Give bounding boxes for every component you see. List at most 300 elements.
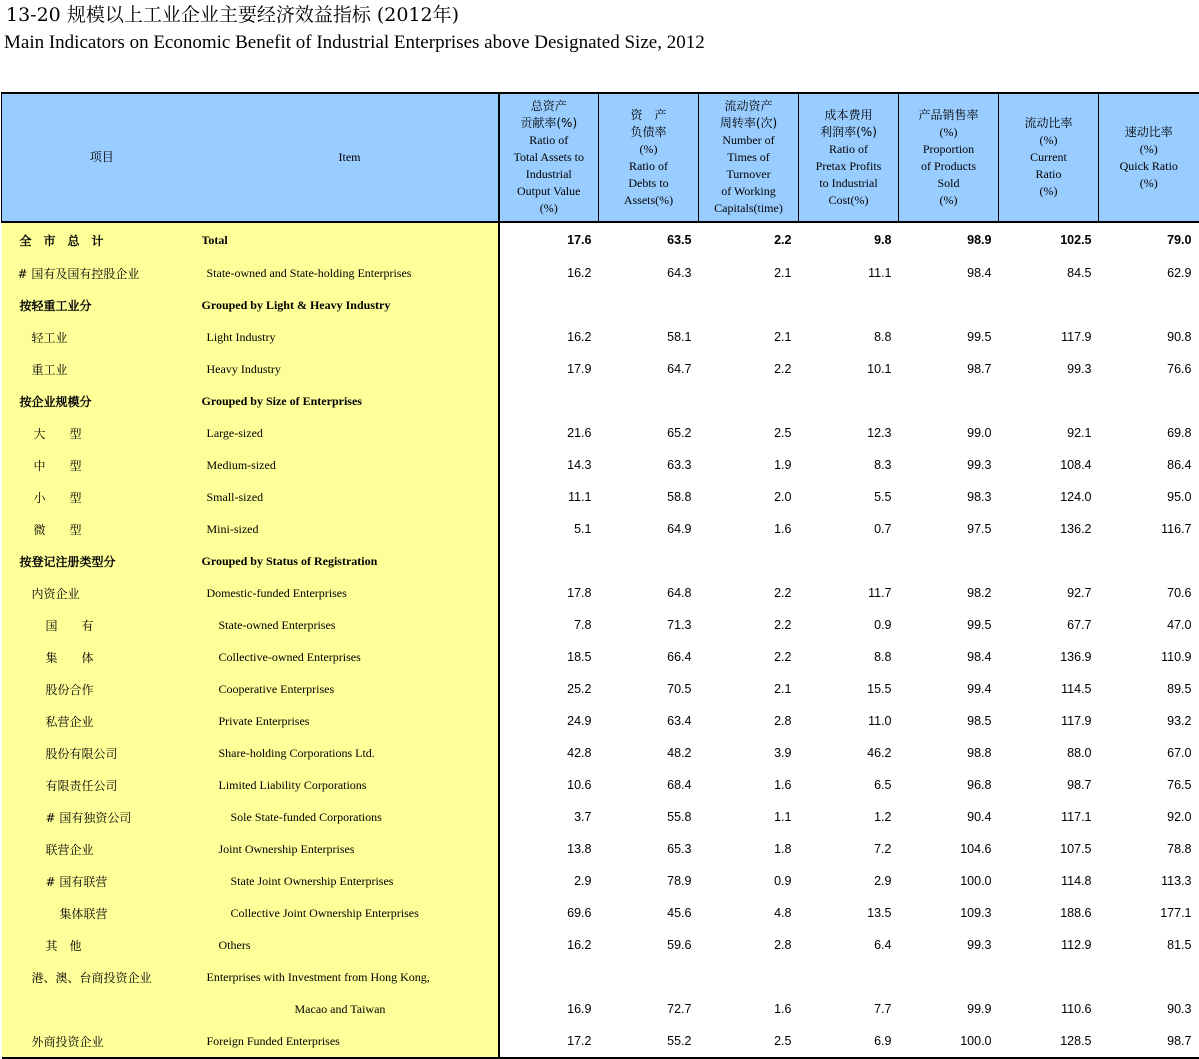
header-line: Ratio of (629, 158, 668, 173)
value-cell: 45.6 (667, 906, 692, 920)
header-line: Industrial (525, 167, 572, 181)
value-cell: 15.5 (867, 682, 892, 696)
value-cell: 96.8 (967, 778, 992, 792)
value-cell (699, 289, 799, 321)
value-cell: 63.5 (667, 233, 692, 247)
value-cell: 99.5 (967, 618, 992, 632)
header-line: Capitals(time) (714, 201, 783, 215)
value-cell (499, 545, 599, 577)
value-cell: 136.2 (1060, 522, 1092, 536)
value-cell: 90.3 (1167, 1002, 1192, 1016)
value-cell: 2.1 (774, 266, 792, 280)
value-cell: 13.8 (567, 842, 592, 856)
value-cell: 6.4 (874, 938, 892, 952)
value-cell (599, 961, 699, 993)
header-line: (%) (939, 192, 958, 207)
header-line: Pretax Profits (815, 158, 882, 173)
value-cell: 98.4 (967, 266, 992, 280)
value-cell (799, 289, 899, 321)
value-cell: 16.2 (567, 330, 592, 344)
value-cell: 76.5 (1167, 778, 1192, 792)
header-col-7 (1099, 93, 1199, 222)
table-row (2, 222, 1199, 257)
header-line: 流动比率 (1024, 116, 1073, 130)
value-cell: 98.5 (967, 714, 992, 728)
table-row (2, 929, 1199, 961)
table-row (2, 449, 1199, 481)
value-cell: 59.6 (667, 938, 692, 952)
value-cell: 64.3 (667, 266, 692, 280)
row-label-cn: 内资企业 (2, 577, 202, 609)
value-cell (899, 545, 999, 577)
row-label-en: Medium-sized (202, 449, 499, 481)
header-line: Cost(%) (828, 192, 869, 207)
table-row (2, 1025, 1199, 1058)
value-cell: 2.8 (774, 714, 792, 728)
row-label-cn: 集 体 (2, 641, 202, 673)
table-row (2, 833, 1199, 865)
value-cell: 1.8 (774, 842, 792, 856)
row-label-cn: 微 型 (2, 513, 202, 545)
value-cell: 16.9 (567, 1002, 592, 1016)
row-label-cn: # 国有联营 (2, 865, 202, 897)
value-cell: 1.6 (774, 522, 792, 536)
row-label-en: Collective Joint Ownership Enterprises (202, 897, 499, 929)
row-label-cn: 轻工业 (2, 321, 202, 353)
table-row (2, 385, 1199, 417)
value-cell: 2.2 (774, 650, 792, 664)
table-row (2, 417, 1199, 449)
value-cell: 72.7 (667, 1002, 692, 1016)
value-cell: 90.4 (967, 810, 992, 824)
value-cell: 107.5 (1060, 842, 1092, 856)
header-line: Ratio (1035, 167, 1062, 181)
value-cell: 24.9 (567, 714, 592, 728)
value-cell: 11.1 (568, 490, 592, 504)
value-cell (699, 545, 799, 577)
value-cell: 21.6 (567, 426, 592, 440)
value-cell (599, 289, 699, 321)
value-cell: 10.6 (567, 778, 592, 792)
value-cell: 100.0 (960, 874, 992, 888)
row-label-cn: 联营企业 (2, 833, 202, 865)
row-label-cn: 股份合作 (2, 673, 202, 705)
header-col-4 (799, 93, 899, 222)
header-line: (%) (1039, 133, 1058, 147)
value-cell (599, 545, 699, 577)
value-cell: 62.9 (1167, 266, 1192, 280)
row-label-en: Grouped by Light & Heavy Industry (202, 289, 499, 321)
table-row (2, 257, 1199, 289)
row-label-en: Collective-owned Enterprises (202, 641, 499, 673)
value-cell: 108.4 (1060, 458, 1092, 472)
header-line: (%) (939, 124, 958, 139)
value-cell: 68.4 (667, 778, 692, 792)
value-cell: 98.3 (967, 490, 992, 504)
value-cell (999, 289, 1099, 321)
row-label-en: Total (202, 222, 499, 257)
value-cell: 2.2 (774, 362, 792, 376)
value-cell: 117.9 (1061, 714, 1092, 728)
header-item-en: Item (202, 93, 499, 222)
value-cell: 13.5 (867, 906, 892, 920)
value-cell: 117.9 (1061, 330, 1092, 344)
value-cell: 99.5 (967, 330, 992, 344)
value-cell (1099, 545, 1199, 577)
value-cell (499, 385, 599, 417)
value-cell: 55.8 (667, 810, 692, 824)
value-cell (999, 385, 1099, 417)
value-cell: 70.5 (667, 682, 692, 696)
value-cell: 95.0 (1167, 490, 1192, 504)
row-label-cn: 按轻重工业分 (2, 289, 202, 321)
header-col-3 (699, 93, 799, 222)
value-cell: 98.2 (967, 586, 992, 600)
table-row (2, 769, 1199, 801)
row-label-en: Light Industry (202, 321, 499, 353)
value-cell: 4.8 (774, 906, 792, 920)
table-header-row (2, 93, 1199, 222)
header-line: Proportion (922, 141, 975, 156)
header-line: 利润率(%) (820, 124, 877, 139)
value-cell: 2.5 (699, 1025, 799, 1058)
value-cell: 70.6 (1167, 586, 1192, 600)
header-line: Ratio of (829, 141, 868, 156)
page-title-english: Main Indicators on Economic Benefit of Industrial Enterprises above Designated Size, 2012 (4, 32, 705, 53)
value-cell: 17.6 (567, 233, 592, 247)
header-line: Total Assets to (513, 150, 584, 164)
header-line: 资 产 (630, 107, 667, 122)
header-line: of Working (721, 184, 776, 198)
value-cell: 114.5 (1061, 682, 1092, 696)
value-cell (599, 385, 699, 417)
value-cell: 2.1 (774, 330, 792, 344)
table-row (2, 321, 1199, 353)
page-title-chinese: 13-20 规模以上工业企业主要经济效益指标 (2012年) (6, 4, 460, 26)
table-row (2, 353, 1199, 385)
value-cell: 64.8 (667, 586, 692, 600)
value-cell: 66.4 (667, 650, 692, 664)
value-cell: 89.5 (1167, 682, 1192, 696)
value-cell: 17.2 (499, 1025, 599, 1058)
table-row (2, 865, 1199, 897)
value-cell: 99.4 (967, 682, 992, 696)
table-row (2, 481, 1199, 513)
value-cell: 2.0 (774, 490, 792, 504)
value-cell (999, 545, 1099, 577)
value-cell: 90.8 (1167, 330, 1192, 344)
row-label-cn (2, 993, 202, 1025)
value-cell: 110.9 (1161, 650, 1192, 664)
value-cell: 98.9 (967, 233, 992, 247)
header-col-5 (899, 93, 999, 222)
value-cell: 114.8 (1061, 874, 1092, 888)
table-row (2, 609, 1199, 641)
table-row (2, 289, 1199, 321)
value-cell: 14.3 (567, 458, 592, 472)
value-cell: 2.8 (774, 938, 792, 952)
value-cell: 99.3 (967, 938, 992, 952)
header-line: 负债率 (630, 124, 667, 139)
table-row (2, 513, 1199, 545)
value-cell: 18.5 (567, 650, 592, 664)
value-cell: 128.5 (999, 1025, 1099, 1058)
row-label-en: Private Enterprises (202, 705, 499, 737)
value-cell (699, 385, 799, 417)
header-line: (%) (1139, 141, 1158, 156)
value-cell: 1.6 (774, 778, 792, 792)
value-cell: 48.2 (667, 746, 692, 760)
value-cell: 1.9 (774, 458, 792, 472)
value-cell: 11.0 (868, 714, 892, 728)
value-cell: 124.0 (1060, 490, 1092, 504)
value-cell (799, 545, 899, 577)
row-label-cn: 国 有 (2, 609, 202, 641)
indicators-table (1, 92, 1199, 1059)
row-label-cn: 港、澳、台商投资企业 (2, 961, 202, 993)
header-line: (%) (639, 141, 658, 156)
value-cell: 93.2 (1167, 714, 1192, 728)
row-label-cn: 集体联营 (2, 897, 202, 929)
value-cell (899, 961, 999, 993)
value-cell: 8.8 (874, 330, 892, 344)
value-cell: 113.3 (1161, 874, 1192, 888)
value-cell: 6.9 (799, 1025, 899, 1058)
value-cell: 65.3 (667, 842, 692, 856)
value-cell: 188.6 (1060, 906, 1092, 920)
value-cell: 2.2 (774, 618, 792, 632)
row-label-en: Joint Ownership Enterprises (202, 833, 499, 865)
header-item-cn: 项目 (2, 93, 202, 222)
header-line: Quick Ratio (1119, 158, 1178, 173)
value-cell: 5.5 (874, 490, 892, 504)
table-row (2, 577, 1199, 609)
value-cell: 10.1 (867, 362, 892, 376)
header-line: Sold (937, 175, 960, 190)
row-label-en: Foreign Funded Enterprises (202, 1025, 499, 1058)
table-row (2, 993, 1199, 1025)
header-line: Current (1030, 150, 1067, 164)
value-cell: 92.1 (1067, 426, 1092, 440)
value-cell (499, 289, 599, 321)
value-cell: 64.7 (667, 362, 692, 376)
value-cell: 69.6 (567, 906, 592, 920)
value-cell: 92.7 (1067, 586, 1092, 600)
value-cell: 47.0 (1167, 618, 1192, 632)
value-cell: 177.1 (1160, 906, 1192, 920)
header-line: Assets(%) (623, 192, 674, 207)
value-cell: 69.8 (1167, 426, 1192, 440)
row-label-en: State-owned Enterprises (202, 609, 499, 641)
row-label-cn: 大 型 (2, 417, 202, 449)
value-cell: 78.8 (1167, 842, 1192, 856)
row-label-en: Others (202, 929, 499, 961)
table-body (2, 222, 1199, 1058)
row-label-cn: 中 型 (2, 449, 202, 481)
value-cell: 42.8 (567, 746, 592, 760)
value-cell (1099, 385, 1199, 417)
value-cell: 64.9 (667, 522, 692, 536)
row-label-cn: 股份有限公司 (2, 737, 202, 769)
value-cell (799, 385, 899, 417)
value-cell: 2.9 (574, 874, 592, 888)
header-line: Turnover (726, 167, 771, 181)
value-cell: 2.1 (774, 682, 792, 696)
row-label-cn: 其 他 (2, 929, 202, 961)
header-line: 流动资产 (724, 99, 773, 113)
row-label-en: State Joint Ownership Enterprises (202, 865, 499, 897)
value-cell: 8.8 (874, 650, 892, 664)
row-label-cn: # 国有及国有控股企业 (2, 257, 202, 289)
value-cell: 110.6 (1061, 1002, 1092, 1016)
row-label-en: Macao and Taiwan (202, 993, 499, 1025)
header-line: of Products (921, 158, 976, 173)
value-cell: 136.9 (1060, 650, 1092, 664)
table-row (2, 961, 1199, 993)
row-label-en: Grouped by Status of Registration (202, 545, 499, 577)
value-cell: 63.3 (667, 458, 692, 472)
header-line: Ratio of (529, 133, 569, 147)
value-cell (499, 961, 599, 993)
value-cell: 84.5 (1067, 266, 1092, 280)
value-cell (699, 961, 799, 993)
row-label-cn: 外商投资企业 (2, 1025, 202, 1058)
header-line: (%) (1139, 175, 1158, 190)
value-cell: 0.9 (774, 874, 792, 888)
value-cell: 7.7 (874, 1002, 892, 1016)
value-cell: 6.5 (874, 778, 892, 792)
value-cell: 2.5 (774, 426, 792, 440)
row-label-cn: # 国有独资公司 (2, 801, 202, 833)
value-cell: 0.9 (874, 618, 892, 632)
value-cell: 99.3 (967, 458, 992, 472)
value-cell: 76.6 (1167, 362, 1192, 376)
value-cell (899, 385, 999, 417)
value-cell: 58.8 (667, 490, 692, 504)
value-cell: 2.2 (774, 233, 792, 247)
value-cell: 2.9 (874, 874, 892, 888)
row-label-cn: 有限责任公司 (2, 769, 202, 801)
value-cell: 1.1 (774, 810, 792, 824)
header-col-1 (499, 93, 599, 222)
row-label-en: Limited Liability Corporations (202, 769, 499, 801)
row-label-en: Grouped by Size of Enterprises (202, 385, 499, 417)
value-cell (1099, 961, 1199, 993)
table-row (2, 673, 1199, 705)
value-cell: 2.2 (774, 586, 792, 600)
table-row (2, 545, 1199, 577)
header-line: 产品销售率 (918, 107, 979, 122)
value-cell: 0.7 (874, 522, 892, 536)
row-label-cn: 小 型 (2, 481, 202, 513)
value-cell: 8.3 (874, 458, 892, 472)
value-cell: 78.9 (667, 874, 692, 888)
table-row (2, 737, 1199, 769)
value-cell: 58.1 (667, 330, 692, 344)
header-line: 总资产 (530, 99, 567, 113)
value-cell: 86.4 (1167, 458, 1192, 472)
table-row (2, 897, 1199, 929)
value-cell: 12.3 (867, 426, 892, 440)
table-row (2, 801, 1199, 833)
row-label-cn: 私营企业 (2, 705, 202, 737)
value-cell: 25.2 (567, 682, 592, 696)
value-cell: 1.2 (874, 810, 892, 824)
row-label-en: Small-sized (202, 481, 499, 513)
value-cell: 98.8 (967, 746, 992, 760)
value-cell (1099, 289, 1199, 321)
value-cell: 112.9 (1061, 938, 1092, 952)
value-cell: 63.4 (667, 714, 692, 728)
row-label-cn: 重工业 (2, 353, 202, 385)
row-label-en: Heavy Industry (202, 353, 499, 385)
header-line: 成本费用 (824, 107, 873, 122)
row-label-cn: 按登记注册类型分 (2, 545, 202, 577)
value-cell: 98.7 (967, 362, 992, 376)
value-cell: 116.7 (1161, 522, 1192, 536)
row-label-en: Cooperative Enterprises (202, 673, 499, 705)
value-cell: 100.0 (899, 1025, 999, 1058)
header-col-6 (999, 93, 1099, 222)
row-label-en: Domestic-funded Enterprises (202, 577, 499, 609)
value-cell: 97.5 (967, 522, 992, 536)
value-cell: 46.2 (867, 746, 892, 760)
header-line: Times of (727, 150, 770, 164)
value-cell (899, 289, 999, 321)
value-cell: 92.0 (1167, 810, 1192, 824)
value-cell: 81.5 (1167, 938, 1192, 952)
row-label-en: Large-sized (202, 417, 499, 449)
value-cell: 16.2 (567, 266, 592, 280)
value-cell: 7.2 (874, 842, 892, 856)
value-cell: 11.1 (868, 266, 892, 280)
value-cell: 67.0 (1167, 746, 1192, 760)
row-label-en: Enterprises with Investment from Hong Kong, (202, 961, 499, 993)
table-row (2, 705, 1199, 737)
value-cell: 117.1 (1061, 810, 1092, 824)
value-cell: 11.7 (868, 586, 892, 600)
header-col-2 (599, 93, 699, 222)
value-cell: 3.7 (574, 810, 592, 824)
value-cell (799, 961, 899, 993)
value-cell: 5.1 (574, 522, 592, 536)
value-cell: 16.2 (567, 938, 592, 952)
value-cell: 7.8 (574, 618, 592, 632)
row-label-en: Mini-sized (202, 513, 499, 545)
value-cell: 55.2 (599, 1025, 699, 1058)
row-label-en: Sole State-funded Corporations (202, 801, 499, 833)
value-cell: 67.7 (1067, 618, 1092, 632)
value-cell: 98.7 (1067, 778, 1092, 792)
value-cell: 102.5 (1060, 233, 1092, 247)
value-cell: 99.9 (967, 1002, 992, 1016)
row-label-en: State-owned and State-holding Enterprises (202, 257, 499, 289)
value-cell: 79.0 (1167, 233, 1192, 247)
header-line: 周转率(次) (719, 116, 778, 130)
header-line: Number of (722, 133, 775, 147)
value-cell: 65.2 (667, 426, 692, 440)
header-line: to Industrial (819, 175, 878, 190)
row-label-cn: 全 市 总 计 (2, 222, 202, 257)
header-line: 速动比率 (1124, 124, 1173, 139)
value-cell: 104.6 (960, 842, 992, 856)
row-label-cn: 按企业规模分 (2, 385, 202, 417)
header-line: (%) (1039, 184, 1058, 198)
value-cell: 9.8 (874, 233, 892, 247)
value-cell: 99.3 (1067, 362, 1092, 376)
header-line: Debts to (628, 175, 669, 190)
value-cell: 88.0 (1067, 746, 1092, 760)
